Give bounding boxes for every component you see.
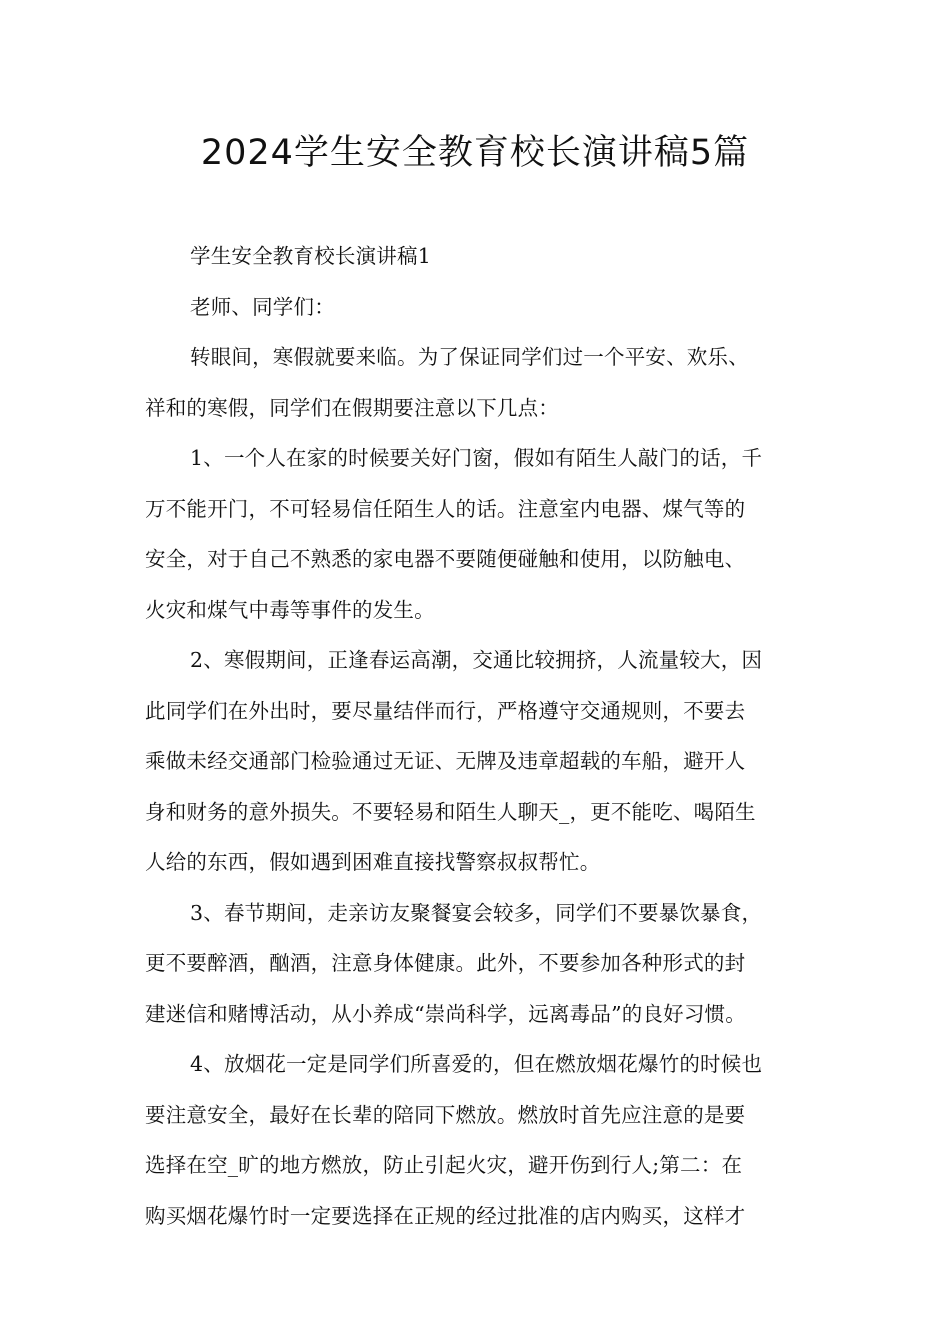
text-line: 祥和的寒假，同学们在假期要注意以下几点： bbox=[145, 395, 559, 420]
text-line: 此同学们在外出时，要尽量结伴而行，严格遵守交通规则，不要去 bbox=[145, 698, 746, 723]
text-line: 转眼间，寒假就要来临。为了保证同学们过一个平安、欢乐、 bbox=[190, 345, 749, 369]
text-line: 2、寒假期间，正逢春运高潮，交通比较拥挤，人流量较大，因 bbox=[190, 648, 763, 672]
text-line: 乘做未经交通部门检验通过无证、无牌及违章超载的车船，避开人 bbox=[145, 749, 746, 773]
salutation: 老师、同学们： bbox=[190, 294, 335, 319]
text-line: 3、春节期间，走亲访友聚餐宴会较多，同学们不要暴饮暴食， bbox=[190, 900, 763, 925]
document-title: 2024学生安全教育校长演讲稿5篇 bbox=[200, 133, 750, 173]
section-heading: 学生安全教育校长演讲稿1 bbox=[190, 244, 431, 268]
text-line: 安全，对于自己不熟悉的家电器不要随便碰触和使用，以防触电、 bbox=[145, 547, 746, 571]
text-line: 身和财务的意外损失。不要轻易和陌生人聊天_，更不能吃、喝陌生 bbox=[145, 799, 756, 824]
text-line: 要注意安全，最好在长辈的陪同下燃放。燃放时首先应注意的是要 bbox=[145, 1102, 746, 1127]
text-line: 1、一个人在家的时候要关好门窗，假如有陌生人敲门的话，千 bbox=[190, 446, 763, 470]
document-body bbox=[145, 231, 807, 1241]
text-line: 人给的东西，假如遇到困难直接找警察叔叔帮忙。 bbox=[145, 850, 601, 874]
text-line: 火灾和煤气中毒等事件的发生。 bbox=[145, 597, 435, 622]
text-line: 选择在空_旷的地方燃放，防止引起火灾，避开伤到行人;第二：在 bbox=[145, 1153, 743, 1177]
text-line: 万不能开门，不可轻易信任陌生人的话。注意室内电器、煤气等的 bbox=[145, 496, 746, 521]
text-line: 购买烟花爆竹时一定要选择在正规的经过批准的店内购买，这样才 bbox=[145, 1203, 746, 1228]
text-line: 4、放烟花一定是同学们所喜爱的，但在燃放烟花爆竹的时候也 bbox=[190, 1052, 763, 1076]
text-line: 更不要醉酒，酗酒，注意身体健康。此外，不要参加各种形式的封 bbox=[145, 951, 746, 975]
text-line: 建迷信和赌博活动，从小养成“崇尚科学，远离毒品”的良好习惯。 bbox=[145, 1001, 746, 1026]
